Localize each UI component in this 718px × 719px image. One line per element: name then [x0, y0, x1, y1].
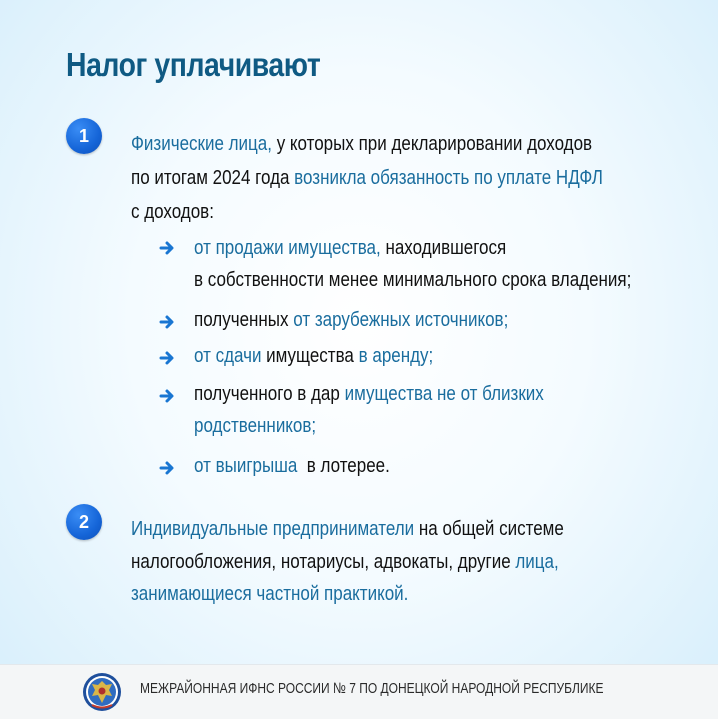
- page-title: Налог уплачивают: [66, 46, 321, 83]
- text-highlight: возникла обязанность по уплате НДФЛ: [294, 167, 603, 189]
- text-highlight: от выигрыша: [194, 455, 298, 477]
- section-2-line-1: [131, 517, 564, 541]
- bullet-3-line-1: [194, 344, 433, 368]
- text-plain: в лотерее.: [297, 455, 390, 477]
- arrow-right-icon: [159, 388, 175, 404]
- bullet-2-line-1: [194, 308, 508, 332]
- text-highlight: от сдачи: [194, 345, 262, 367]
- arrow-right-icon: [159, 314, 175, 330]
- text-highlight: Индивидуальные предприниматели: [131, 518, 415, 540]
- arrow-right-icon: [159, 240, 175, 256]
- bullet-4-line-1: [194, 382, 544, 406]
- section-1-line-1: [131, 132, 592, 156]
- text-highlight: лица,: [515, 551, 559, 573]
- bullet-1-line-1: [194, 236, 506, 260]
- section-1-line-2: [131, 166, 603, 190]
- section-2-badge: 2: [66, 504, 102, 540]
- section-2-line-2: [131, 550, 559, 574]
- bullet-1-line-2: в собственности менее минимального срока владения;: [194, 269, 632, 291]
- text-plain: по итогам 2024 года: [131, 167, 295, 189]
- text-plain: полученных: [194, 309, 294, 331]
- text-plain: налогообложения, нотариусы, адвокаты, другие: [131, 551, 516, 573]
- section-1-badge: 1: [66, 118, 102, 154]
- section-2-line-3: занимающиеся частной практикой.: [131, 583, 409, 605]
- text-highlight: Физические лица,: [131, 133, 272, 155]
- text-highlight: имущества не от близких: [344, 383, 544, 405]
- footer-org-name: МЕЖРАЙОННАЯ ИФНС РОССИИ № 7 ПО ДОНЕЦКОЙ НАРОДНОЙ РЕСПУБЛИКЕ: [140, 680, 604, 697]
- text-highlight: от зарубежных источников;: [293, 309, 509, 331]
- arrow-right-icon: [159, 350, 175, 366]
- text-plain: находившегося: [380, 237, 507, 259]
- arrow-right-icon: [159, 460, 175, 476]
- text-plain: у которых при декларировании доходов: [271, 133, 593, 155]
- text-highlight: от продажи имущества,: [194, 237, 381, 259]
- fns-emblem-icon: [82, 672, 122, 712]
- section-1-line-3: с доходов:: [131, 201, 214, 223]
- text-highlight: в аренду;: [358, 345, 434, 367]
- text-plain: полученного в дар: [194, 383, 345, 405]
- bullet-4-line-2: родственников;: [194, 415, 317, 437]
- text-plain: имущества: [261, 345, 359, 367]
- bullet-5-line-1: [194, 454, 390, 478]
- text-plain: на общей системе: [414, 518, 564, 540]
